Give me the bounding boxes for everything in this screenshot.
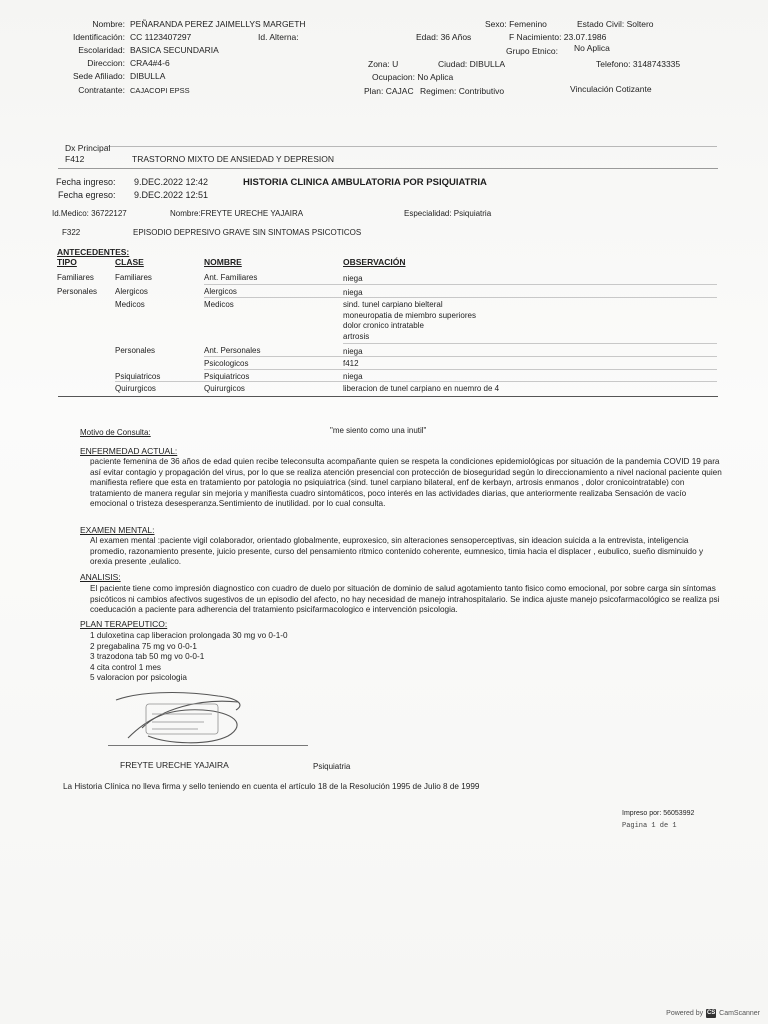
- list-item: 4 cita control 1 mes: [90, 662, 161, 672]
- signature-line: [108, 745, 308, 746]
- doctor-name: FREYTE URECHE YAJAIRA: [120, 760, 229, 770]
- analisis-text: El paciente tiene como impresión diagnostico con cuadro de duelo por situación de dominio de salud agotamiento tanto fisico como emocional, por sobre carga sin síntomas psicóticos ni cambios afectivos sugestivos de un episodio del afecto, no hay necesidad de manejo intrahospitalario. Se indica ajuste manejo psicofarmacológico se realiza psi coeducación a paciente para adherencia del tratamiento psicifarmacologico e intervención psicologia.: [90, 584, 720, 615]
- divider: [58, 396, 718, 397]
- table-cell: Ant. Familiares: [204, 273, 258, 282]
- dx2-desc: EPISODIO DEPRESIVO GRAVE SIN SINTOMAS PSICOTICOS: [133, 228, 362, 237]
- vinculacion: Vinculación Cotizante: [570, 84, 652, 94]
- table-cell: Psicologicos: [204, 359, 249, 368]
- table-cell: moneuropatia de miembro superiores: [343, 311, 476, 320]
- fecha-ingreso: 9.DEC.2022 12:42: [134, 177, 209, 187]
- table-cell: Psiquiatricos: [204, 372, 250, 381]
- examen-text: Al examen mental :paciente vigil colaborador, orientado globalmente, euproxesico, sin alteraciones sensoperceptivas, sin ideacion suicida a la entrevista, inteligencia promedio, razonamiento presente, juicio presente, curso del pensamiento ritmico contenido coherente, eumnesico, timia hacia el displacer , eubulico, sueño disminuido y orexia presente ,eulalico.: [90, 536, 704, 567]
- table-cell: Familiares: [115, 273, 152, 282]
- analisis-label: ANALISIS:: [80, 572, 121, 582]
- divider: [343, 343, 717, 344]
- ciudad: Ciudad: DIBULLA: [438, 59, 506, 69]
- legal-note: La Historia Clínica no lleva firma y sello teniendo en cuenta el artículo 18 de la Resolución 1995 de Julio 8 de 1999: [63, 782, 480, 791]
- divider: [204, 284, 717, 285]
- escolaridad-label: Escolaridad:: [78, 45, 125, 55]
- identificacion-label: Identificación:: [73, 32, 125, 42]
- id-alterna: Id. Alterna:: [258, 32, 299, 42]
- escolaridad: BASICA SECUNDARIA: [130, 45, 219, 55]
- table-cell: Psiquiatricos: [115, 372, 161, 381]
- table-cell: Quirurgicos: [115, 384, 156, 393]
- table-cell: f412: [343, 359, 359, 368]
- page-number: Pagina 1 de 1: [622, 822, 677, 830]
- plan-list: [90, 631, 490, 684]
- table-cell: Medicos: [204, 300, 234, 309]
- divider: [58, 168, 718, 169]
- table-cell: Quirurgicos: [204, 384, 245, 393]
- fecha-nacimiento: F Nacimiento: 23.07.1986: [509, 32, 607, 42]
- nombre-medico: Nombre:FREYTE URECHE YAJAIRA: [170, 209, 304, 218]
- col-header-clase: CLASE: [115, 257, 144, 267]
- dx-principal-label: Dx Principal: [65, 143, 111, 153]
- estado-civil: Estado Civil: Soltero: [577, 19, 654, 29]
- camscanner-label: CamScanner: [719, 1010, 760, 1017]
- contratante-label: Contratante:: [78, 85, 125, 95]
- divider: [105, 146, 717, 147]
- fecha-egreso-label: Fecha egreso:: [58, 190, 116, 200]
- table-cell: artrosis: [343, 332, 370, 341]
- fecha-ingreso-label: Fecha ingreso:: [56, 177, 116, 187]
- plan-label: PLAN TERAPEUTICO:: [80, 619, 168, 629]
- list-item: 2 pregabalina 75 mg vo 0-0-1: [90, 641, 197, 651]
- motivo-text: "me siento como una inutil": [330, 426, 427, 435]
- ocupacion: Ocupacion: No Aplica: [372, 72, 454, 82]
- contratante: CAJACOPI EPSS: [130, 86, 190, 95]
- motivo-label: Motivo de Consulta:: [80, 428, 151, 437]
- document-title: HISTORIA CLINICA AMBULATORIA POR PSIQUIATRIA: [243, 177, 487, 188]
- grupo-etnico-label: Grupo Etnico:: [506, 46, 558, 56]
- table-cell: Medicos: [115, 300, 145, 309]
- dx2-code: F322: [62, 228, 81, 237]
- identificacion: CC 1123407297: [130, 32, 192, 42]
- list-item: 5 valoracion por psicologia: [90, 673, 187, 683]
- edad: Edad: 36 Años: [416, 32, 472, 42]
- table-cell: liberacion de tunel carpiano en nuemro de 4: [343, 384, 500, 393]
- plan: Plan: CAJAC: [364, 86, 414, 96]
- dx-principal-code: F412: [65, 154, 85, 164]
- col-header-nombre: NOMBRE: [204, 257, 242, 267]
- enfermedad-text: paciente femenina de 36 años de edad quien recibe teleconsulta acompañante quien se respeta la condiciones epidemiológicas por situación de la pandemia COVID 19 para así evitar contagio y propagación del virus, por lo que se realiza atención presencial con protección de bioseguridad según lo direccionamiento a nivel nacional paciente quien manifiesta refiere que esta en tratamiento por patologia no psiquiatrica (sind. tunel carpiano bilateral, enf de kerbayn, artrosis enmanos , dolor cronicointratable) con tratamiento de manera regular sin mejoria y manifiesta cuadro sintomáticos, poco interés en las actividades diarias, que anteriormente realizaba Sensación de vacío emocional o tristeza desesperanza.Sentimiento de inutilidad. por lo cual consulta.: [90, 457, 722, 509]
- nombre-label: Nombre:: [92, 19, 125, 29]
- enfermedad-label: ENFERMEDAD ACTUAL:: [80, 446, 178, 456]
- telefono: Telefono: 3148743335: [596, 59, 681, 69]
- col-header-observacion: OBSERVACIÓN: [343, 257, 406, 267]
- powered-by-label: Powered by: [666, 1010, 704, 1017]
- camscanner-icon: CS: [706, 1010, 716, 1016]
- table-cell: Personales: [57, 287, 98, 296]
- table-cell: Alergicos: [115, 287, 148, 296]
- table-cell: Familiares: [57, 273, 94, 282]
- sede: DIBULLA: [130, 71, 166, 81]
- direccion: CRA4#4-6: [130, 58, 170, 68]
- grupo-etnico: No Aplica: [574, 43, 610, 53]
- direccion-label: Direccion:: [87, 58, 125, 68]
- antecedentes-title: ANTECEDENTES:: [57, 247, 130, 257]
- table-cell: Personales: [115, 346, 156, 355]
- table-cell: sind. tunel carpiano bielteral: [343, 300, 443, 309]
- table-cell: niega: [343, 288, 363, 297]
- list-item: 3 trazodona tab 50 mg vo 0-0-1: [90, 652, 205, 662]
- col-header-tipo: TIPO: [57, 257, 77, 267]
- doctor-specialty: Psiquiatria: [313, 762, 351, 771]
- camscanner-watermark: [666, 1009, 760, 1018]
- list-item: 1 duloxetina cap liberacion prolongada 30 mg vo 0-1-0: [90, 631, 288, 640]
- fecha-egreso: 9.DEC.2022 12:51: [134, 190, 209, 200]
- zona: Zona: U: [368, 59, 399, 69]
- table-cell: dolor cronico intratable: [343, 321, 424, 330]
- regimen: Regimen: Contributivo: [420, 86, 505, 96]
- patient-name: PEÑARANDA PEREZ JAIMELLYS MARGETH: [130, 19, 306, 29]
- examen-label: EXAMEN MENTAL:: [80, 525, 155, 535]
- table-cell: niega: [343, 347, 363, 356]
- divider: [204, 356, 717, 357]
- divider: [204, 369, 717, 370]
- especialidad: Especialidad: Psiquiatria: [404, 209, 492, 218]
- handwritten-signature-stamp: [108, 688, 258, 748]
- table-cell: Alergicos: [204, 287, 237, 296]
- sexo: Sexo: Femenino: [485, 19, 547, 29]
- table-cell: niega: [343, 274, 363, 283]
- id-medico: Id.Medico: 36722127: [52, 209, 127, 218]
- table-cell: Ant. Personales: [204, 346, 261, 355]
- sede-label: Sede Afiliado:: [73, 71, 125, 81]
- impreso-por: Impreso por: 56053992: [622, 810, 695, 817]
- divider: [115, 381, 717, 382]
- dx-principal-desc: TRASTORNO MIXTO DE ANSIEDAD Y DEPRESION: [132, 154, 334, 164]
- divider: [204, 297, 717, 298]
- table-cell: niega: [343, 372, 363, 381]
